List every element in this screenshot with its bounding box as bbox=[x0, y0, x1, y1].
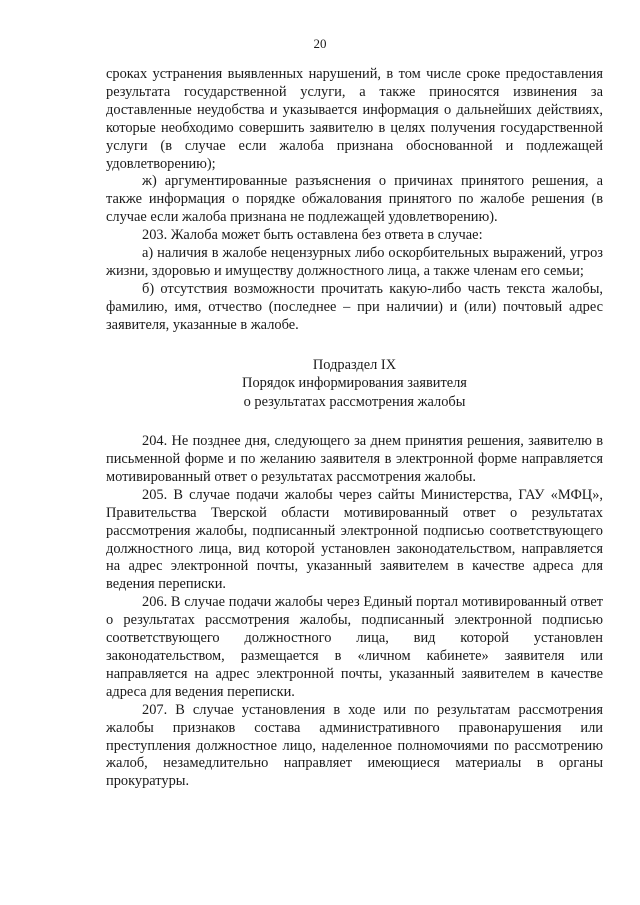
subsection-title-line1: Порядок информирования заявителя bbox=[242, 375, 467, 392]
paragraph-207: 207. В случае установления в ходе или по результатам рассмотрения жалобы признаков состава административного правонарушения или преступления должностное лицо, наделенное полномочиями по рассмотрению жалоб, незамедлительно направляет имеющиеся материалы в органы прокуратуры. bbox=[106, 701, 603, 790]
paragraph-continuation: сроках устранения выявленных нарушений, в том числе сроке предоставления результата государственной услуги, а также приносятся извинения за доставленные неудобства и указывается информация о дальнейших действиях, которые необходимо совершить заявителю в целях получения государственной услуги (в случае если жалоба признана обоснованной и подлежащей удовлетворению); bbox=[106, 66, 603, 172]
paragraph-205: 205. В случае подачи жалобы через сайты Министерства, ГАУ «МФЦ», Правительства Тверской области мотивированный ответ о результатах рассмотрения жалобы, подписанный электронной подписью соответствующего должностного лица, вид которой установлен законодательством, направляется на адрес электронной почты, указанный заявителем в качестве адреса для ведения переписки. bbox=[106, 486, 603, 593]
subsection-number: Подраздел IX bbox=[312, 356, 397, 373]
paragraph-item-b: б) отсутствия возможности прочитать какую-либо часть текста жалобы, фамилию, имя, отчество (последнее – при наличии) и (или) почтовый адрес заявителя, указанные в жалобе. bbox=[106, 280, 603, 333]
paragraph-206: 206. В случае подачи жалобы через Единый портал мотивированный ответ о результатах рассмотрения жалобы, подписанный электронной подписью соответствующего должностного лица, вид которой установлен законодательством, размещается в «личном кабинете» заявителя или направляется на адрес электронной почты, указанный заявителем в качестве адреса для ведения переписки. bbox=[106, 594, 603, 700]
paragraph-204: 204. Не позднее дня, следующего за днем принятия решения, заявителю в письменной форме и по желанию заявителя в электронной форме направляется мотивированный ответ о результатах рассмотрения жалобы. bbox=[106, 433, 603, 485]
paragraph-203: 203. Жалоба может быть оставлена без ответа в случае: bbox=[142, 227, 483, 244]
document-body bbox=[106, 66, 603, 791]
subsection-heading bbox=[106, 356, 603, 412]
subsection-title-line2: о результатах рассмотрения жалобы bbox=[243, 393, 466, 410]
paragraph-item-zh: ж) аргументированные разъяснения о причинах принятого решения, а также информация о порядке обжалования принятого по жалобе решения (в случае если жалоба признана не подлежащей удовлетворению). bbox=[106, 173, 603, 226]
paragraph-item-a: а) наличия в жалобе нецензурных либо оскорбительных выражений, угроз жизни, здоровью и имуществу должностного лица, а также членам его семьи; bbox=[106, 245, 603, 279]
page-number: 20 bbox=[313, 36, 327, 51]
